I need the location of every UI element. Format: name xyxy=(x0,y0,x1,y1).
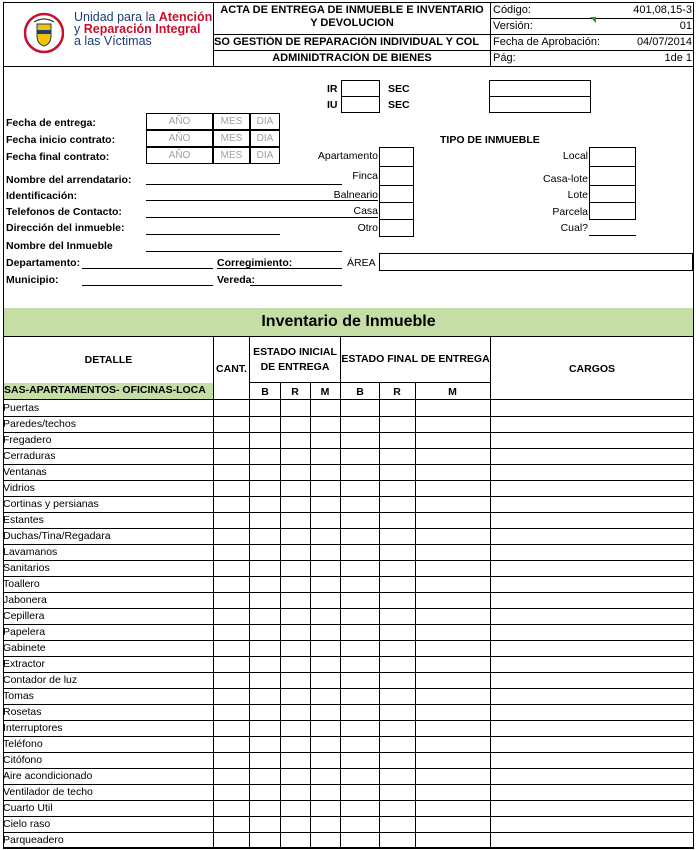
ir-field[interactable] xyxy=(341,80,380,97)
inventory-title: Inventario de Inmueble xyxy=(261,313,436,330)
arrendatario-label: Nombre del arrendatario: xyxy=(6,174,132,186)
inventory-item: Aire acondicionado xyxy=(3,770,93,782)
telefonos-field[interactable] xyxy=(146,217,378,218)
inventory-item: Puertas xyxy=(3,402,40,414)
tipo-casa-lote-checkbox[interactable] xyxy=(589,166,636,186)
identificacion-field[interactable] xyxy=(146,200,378,201)
row-divider xyxy=(3,672,694,673)
departamento-label: Departamento: xyxy=(6,257,81,269)
section-label: SAS-APARTAMENTOS- OFICINAS-LOCA xyxy=(4,384,206,396)
sub-inicial-b: B xyxy=(261,386,269,398)
subcolumn-divider xyxy=(415,382,416,848)
col-estado-inicial-2: DE ENTREGA xyxy=(260,361,330,373)
logo-text-1: Unidad para la xyxy=(74,10,156,24)
tipo-balneario-checkbox[interactable] xyxy=(379,185,414,203)
sub-final-m: M xyxy=(448,386,457,398)
inventory-item: Contador de luz xyxy=(3,674,78,686)
fecha-entrega-dia[interactable]: DIA xyxy=(250,113,280,130)
doc-title-1: ACTA DE ENTREGA DE INMUEBLE E INVENTARIO xyxy=(220,4,484,16)
fecha-inicio-dia[interactable]: DIA xyxy=(250,130,280,147)
fecha-final-dia[interactable]: DIA xyxy=(250,147,280,164)
row-divider xyxy=(3,464,694,465)
coat-of-arms-icon xyxy=(24,10,64,56)
departamento-field[interactable] xyxy=(82,268,213,269)
fecha-inicio-label: Fecha inicio contrato: xyxy=(6,134,116,146)
col-cant: CANT. xyxy=(216,363,247,375)
row-divider xyxy=(3,800,694,801)
inventory-item: Lavamanos xyxy=(3,546,58,558)
corregimiento-field[interactable] xyxy=(217,268,342,269)
logo-text-3: a las Víctimas xyxy=(74,34,152,48)
row-divider xyxy=(3,544,694,545)
version-label: Versión: xyxy=(493,20,533,32)
inventory-item: Cuarto Util xyxy=(3,802,53,814)
col-estado-final: ESTADO FINAL DE ENTREGA xyxy=(341,353,490,365)
subcolumn-divider xyxy=(379,382,380,848)
sec-field-2[interactable] xyxy=(489,96,591,113)
sub-inicial-m: M xyxy=(320,386,330,398)
row-divider xyxy=(3,480,694,481)
row-divider xyxy=(3,448,694,449)
fecha-entrega-mes[interactable]: MES xyxy=(213,113,250,130)
logo-text-1b: Atención xyxy=(158,10,213,24)
inventory-item: Parqueadero xyxy=(3,834,64,846)
inventory-item: Cerraduras xyxy=(3,450,56,462)
fecha-aprobacion-value: 04/07/2014 xyxy=(636,36,692,48)
row-divider xyxy=(3,608,694,609)
fecha-entrega-ano[interactable]: AÑO xyxy=(146,113,213,130)
col-detalle: DETALLE xyxy=(84,354,133,366)
telefonos-label: Telefonos de Contacto: xyxy=(6,206,122,218)
fecha-final-label: Fecha final contrato: xyxy=(6,151,110,163)
tipo-local-checkbox[interactable] xyxy=(589,147,636,167)
tipo-lote-checkbox[interactable] xyxy=(589,185,636,203)
tipo-otro-label: Otro xyxy=(357,222,378,234)
process-name: SO GESTIÓN DE REPARACIÓN INDIVIDUAL Y COL xyxy=(214,36,480,48)
ir-label: IR xyxy=(327,83,338,95)
row-divider xyxy=(3,416,694,417)
iu-field[interactable] xyxy=(341,96,380,113)
doc-title-2: Y DEVOLUCION xyxy=(310,17,394,29)
municipio-field[interactable] xyxy=(82,285,213,286)
tipo-lote-label: Lote xyxy=(567,189,588,201)
row-divider xyxy=(3,816,694,817)
fecha-inicio-ano[interactable]: AÑO xyxy=(146,130,213,147)
row-divider xyxy=(3,848,694,849)
row-divider xyxy=(3,640,694,641)
inventory-item: Interruptores xyxy=(3,722,63,734)
nombre-inmueble-field[interactable] xyxy=(146,251,342,252)
row-divider xyxy=(3,688,694,689)
tipo-balneario-label: Balneario xyxy=(333,189,378,201)
inventory-item: Extractor xyxy=(3,658,46,670)
tipo-parcela-label: Parcela xyxy=(552,206,588,218)
row-divider xyxy=(3,560,694,561)
col-cargos: CARGOS xyxy=(568,363,616,375)
inventory-item: Cepillera xyxy=(3,610,45,622)
codigo-label: Código: xyxy=(493,4,531,16)
vereda-field[interactable] xyxy=(250,285,342,286)
row-divider xyxy=(3,624,694,625)
tipo-inmueble-title: TIPO DE INMUEBLE xyxy=(440,134,540,146)
iu-label: IU xyxy=(327,99,338,111)
pag-value: 1de 1 xyxy=(664,52,692,64)
inventory-item: Teléfono xyxy=(3,738,43,750)
sub-final-b: B xyxy=(356,386,364,398)
inventory-item: Cielo raso xyxy=(3,818,51,830)
tipo-cual-field[interactable] xyxy=(589,235,636,236)
version-value: 01 xyxy=(679,20,692,32)
area-field[interactable] xyxy=(379,253,693,271)
nombre-inmueble-label: Nombre del Inmueble xyxy=(6,240,113,252)
inventory-item: Ventilador de techo xyxy=(3,786,93,798)
inventory-item: Sanitarios xyxy=(3,562,50,574)
inventory-item: Gabinete xyxy=(3,642,46,654)
row-divider xyxy=(3,592,694,593)
codigo-value: 401,08,15-3 xyxy=(633,4,692,16)
inventory-item: Papelera xyxy=(3,626,46,638)
sec-label-1: SEC xyxy=(388,83,410,95)
row-divider xyxy=(3,432,694,433)
col-estado-inicial-1: ESTADO INICIAL xyxy=(253,346,337,358)
column-divider xyxy=(213,336,214,848)
inventory-item: Vidrios xyxy=(3,482,35,494)
tipo-apartamento-checkbox[interactable] xyxy=(379,147,414,167)
pag-label: Pág: xyxy=(493,52,516,64)
column-divider xyxy=(249,336,250,848)
inventory-item: Fregadero xyxy=(3,434,52,446)
inventory-item: Tomas xyxy=(3,690,34,702)
form-sheet xyxy=(3,2,694,848)
sec-field-1[interactable] xyxy=(489,80,591,97)
logo xyxy=(22,8,212,58)
direccion-label: Dirección del inmueble: xyxy=(6,222,125,234)
inventory-item: Duchas/Tina/Regadara xyxy=(3,530,111,542)
subcolumn-divider xyxy=(280,382,281,848)
fecha-inicio-mes[interactable]: MES xyxy=(213,130,250,147)
row-divider xyxy=(3,512,694,513)
row-divider xyxy=(3,784,694,785)
direccion-field[interactable] xyxy=(146,234,280,235)
inventory-item: Estantes xyxy=(3,514,44,526)
row-divider xyxy=(3,656,694,657)
row-divider xyxy=(3,736,694,737)
inventory-item: Jabonera xyxy=(3,594,47,606)
corregimiento-label: Corregimiento: xyxy=(217,257,293,269)
logo-text-2b: Reparación Integral xyxy=(83,22,201,36)
inventory-item: Rosetas xyxy=(3,706,42,718)
inventory-item: Cortinas y persianas xyxy=(3,498,99,510)
tipo-local-label: Local xyxy=(562,150,588,162)
sub-inicial-r: R xyxy=(291,386,299,398)
tipo-casa-lote-label: Casa-lote xyxy=(543,173,588,185)
identificacion-label: Identificación: xyxy=(6,190,78,202)
vereda-label: Vereda: xyxy=(217,274,255,286)
row-divider xyxy=(3,704,694,705)
fecha-final-mes[interactable]: MES xyxy=(213,147,250,164)
area-label: ÁREA xyxy=(347,257,376,269)
inventory-item: Toallero xyxy=(3,578,40,590)
fecha-final-ano[interactable]: AÑO xyxy=(146,147,213,164)
sec-label-2: SEC xyxy=(388,99,410,111)
logo-text-2: y xyxy=(74,22,81,36)
row-divider xyxy=(3,528,694,529)
fecha-aprobacion-label: Fecha de Aprobación: xyxy=(493,36,601,48)
tipo-casa-label: Casa xyxy=(353,205,378,217)
tipo-apartamento-label: Apartamento xyxy=(317,150,378,162)
row-divider xyxy=(3,752,694,753)
arrendatario-field[interactable] xyxy=(146,184,342,185)
row-divider xyxy=(3,496,694,497)
tipo-cual-label: Cual? xyxy=(560,222,588,234)
row-divider xyxy=(3,832,694,833)
tipo-finca-label: Finca xyxy=(352,170,378,182)
row-divider xyxy=(3,768,694,769)
area-name: ADMINIDTRACIÓN DE BIENES xyxy=(272,52,432,64)
tipo-finca-checkbox[interactable] xyxy=(379,166,414,186)
row-divider xyxy=(3,576,694,577)
inventory-item: Paredes/techos xyxy=(3,418,76,430)
inventory-item: Ventanas xyxy=(3,466,47,478)
tipo-otro-checkbox[interactable] xyxy=(379,219,414,237)
fecha-entrega-label: Fecha de entrega: xyxy=(6,117,96,129)
column-divider xyxy=(490,336,491,848)
tipo-parcela-checkbox[interactable] xyxy=(589,202,636,220)
subcolumn-divider xyxy=(310,382,311,848)
tipo-casa-checkbox[interactable] xyxy=(379,202,414,220)
column-divider xyxy=(340,336,341,848)
sub-final-r: R xyxy=(393,386,401,398)
row-divider xyxy=(3,720,694,721)
municipio-label: Municipio: xyxy=(6,274,59,286)
inventory-item: Citófono xyxy=(3,754,43,766)
